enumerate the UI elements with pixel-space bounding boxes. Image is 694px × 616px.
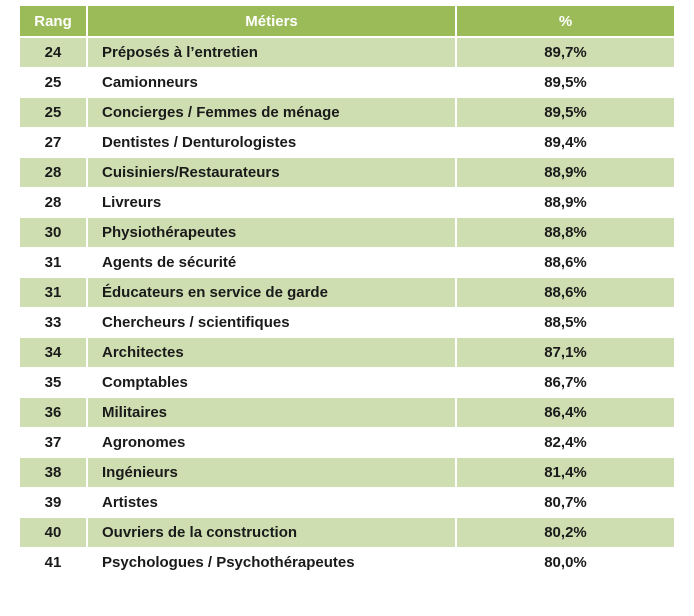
rank-cell: 33 bbox=[20, 308, 88, 338]
rank-cell: 27 bbox=[20, 128, 88, 158]
rank-cell: 39 bbox=[20, 488, 88, 518]
table-row bbox=[20, 68, 674, 98]
job-cell: Agronomes bbox=[88, 428, 457, 458]
job-cell: Livreurs bbox=[88, 188, 457, 218]
rank-cell: 25 bbox=[20, 98, 88, 128]
rank-cell: 34 bbox=[20, 338, 88, 368]
rank-cell: 28 bbox=[20, 158, 88, 188]
job-cell: Dentistes / Denturologistes bbox=[88, 128, 457, 158]
rank-cell: 36 bbox=[20, 398, 88, 428]
job-cell: Artistes bbox=[88, 488, 457, 518]
table-row bbox=[20, 248, 674, 278]
percent-cell: 88,9% bbox=[457, 158, 674, 188]
job-cell: Concierges / Femmes de ménage bbox=[88, 98, 457, 128]
percent-cell: 89,5% bbox=[457, 68, 674, 98]
percent-cell: 89,7% bbox=[457, 38, 674, 68]
job-cell: Chercheurs / scientifiques bbox=[88, 308, 457, 338]
percent-cell: 86,4% bbox=[457, 398, 674, 428]
header-rank: Rang bbox=[20, 6, 88, 38]
rank-cell: 28 bbox=[20, 188, 88, 218]
header-percent: % bbox=[457, 6, 674, 38]
table-row bbox=[20, 38, 674, 68]
table-row bbox=[20, 518, 674, 548]
job-cell: Éducateurs en service de garde bbox=[88, 278, 457, 308]
table-row bbox=[20, 98, 674, 128]
job-cell: Comptables bbox=[88, 368, 457, 398]
rank-cell: 24 bbox=[20, 38, 88, 68]
percent-cell: 88,6% bbox=[457, 248, 674, 278]
rank-cell: 31 bbox=[20, 278, 88, 308]
percent-cell: 88,9% bbox=[457, 188, 674, 218]
job-cell: Préposés à l’entretien bbox=[88, 38, 457, 68]
rank-cell: 41 bbox=[20, 548, 88, 578]
table-row bbox=[20, 548, 674, 578]
percent-cell: 81,4% bbox=[457, 458, 674, 488]
table-row bbox=[20, 128, 674, 158]
table-row bbox=[20, 188, 674, 218]
table-row bbox=[20, 218, 674, 248]
job-cell: Militaires bbox=[88, 398, 457, 428]
job-cell: Physiothérapeutes bbox=[88, 218, 457, 248]
ranking-table bbox=[20, 6, 674, 578]
table-row bbox=[20, 308, 674, 338]
table-row bbox=[20, 428, 674, 458]
table-row bbox=[20, 158, 674, 188]
job-cell: Ingénieurs bbox=[88, 458, 457, 488]
job-cell: Ouvriers de la construction bbox=[88, 518, 457, 548]
table-body bbox=[20, 38, 674, 578]
rank-cell: 38 bbox=[20, 458, 88, 488]
rank-cell: 30 bbox=[20, 218, 88, 248]
header-job: Métiers bbox=[88, 6, 457, 38]
table-row bbox=[20, 338, 674, 368]
rank-cell: 37 bbox=[20, 428, 88, 458]
job-cell: Architectes bbox=[88, 338, 457, 368]
job-cell: Cuisiniers/Restaurateurs bbox=[88, 158, 457, 188]
percent-cell: 87,1% bbox=[457, 338, 674, 368]
percent-cell: 80,0% bbox=[457, 548, 674, 578]
percent-cell: 80,7% bbox=[457, 488, 674, 518]
percent-cell: 80,2% bbox=[457, 518, 674, 548]
percent-cell: 89,4% bbox=[457, 128, 674, 158]
percent-cell: 82,4% bbox=[457, 428, 674, 458]
percent-cell: 88,8% bbox=[457, 218, 674, 248]
rank-cell: 40 bbox=[20, 518, 88, 548]
table-row bbox=[20, 488, 674, 518]
table-header-row bbox=[20, 6, 674, 38]
job-cell: Camionneurs bbox=[88, 68, 457, 98]
percent-cell: 88,6% bbox=[457, 278, 674, 308]
rank-cell: 35 bbox=[20, 368, 88, 398]
percent-cell: 89,5% bbox=[457, 98, 674, 128]
rank-cell: 31 bbox=[20, 248, 88, 278]
job-cell: Agents de sécurité bbox=[88, 248, 457, 278]
percent-cell: 86,7% bbox=[457, 368, 674, 398]
table-row bbox=[20, 458, 674, 488]
rank-cell: 25 bbox=[20, 68, 88, 98]
table-row bbox=[20, 368, 674, 398]
percent-cell: 88,5% bbox=[457, 308, 674, 338]
table-row bbox=[20, 398, 674, 428]
table-row bbox=[20, 278, 674, 308]
job-cell: Psychologues / Psychothérapeutes bbox=[88, 548, 457, 578]
